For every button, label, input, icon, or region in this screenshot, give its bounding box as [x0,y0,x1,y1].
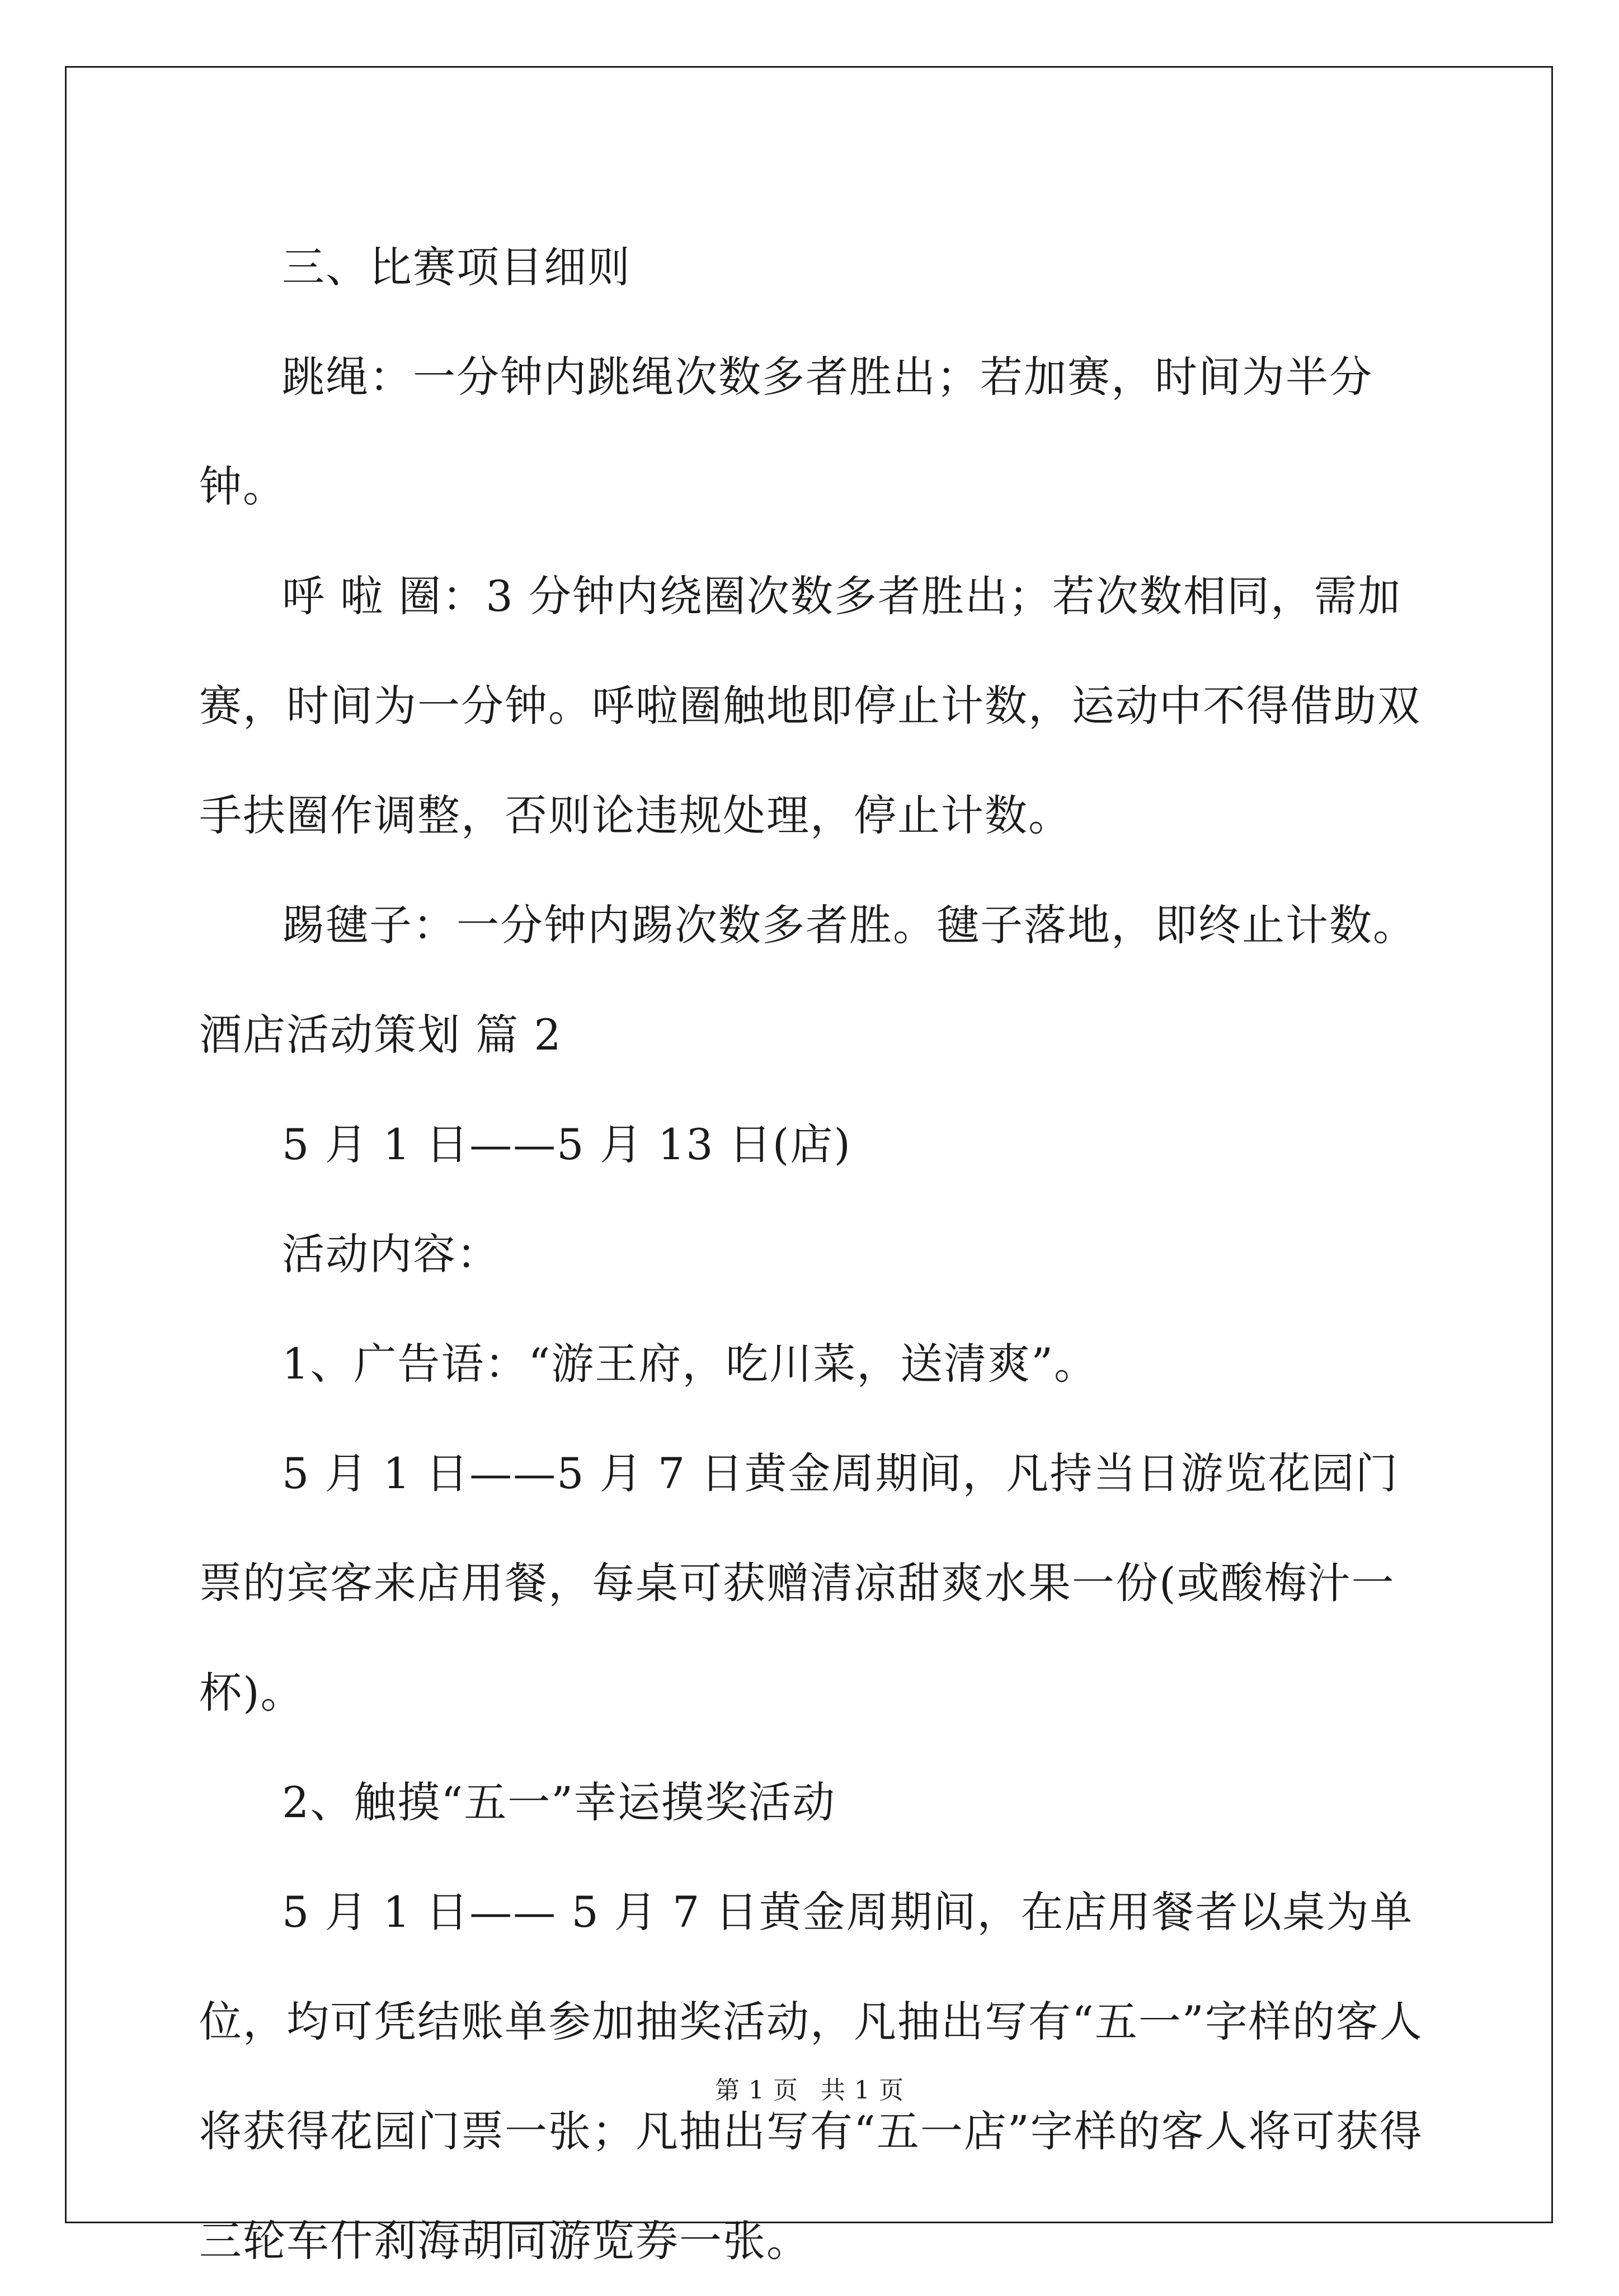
paragraph-hula-hoop: 呼 啦 圈：3 分钟内绕圈次数多者胜出；若次数相同，需加赛，时间为一分钟。呼啦圈触地即停止计数，运动中不得借助双手扶圈作调整，否则论违规处理，停止计数。 [199,571,1421,840]
paragraph-date-range: 5 月 1 日——5 月 13 日(店) [282,1119,852,1169]
page-number: 第 1 页 [715,2076,798,2105]
document-body [199,213,1424,2296]
paragraph-activity-label: 活动内容： [282,1229,500,1279]
page-footer [0,2070,1619,2106]
paragraph-slogan: 1、广告语：“游王府，吃川菜，送清爽”。 [282,1339,1098,1389]
article-title: 酒店活动策划 篇 2 [199,1010,562,1060]
section-heading: 三、比赛项目细则 [282,242,631,292]
paragraph-golden-week: 5 月 1 日——5 月 7 日黄金周期间，凡持当日游览花园门票的宾客来店用餐，每桌可获赠清凉甜爽水果一份(或酸梅汁一杯)。 [199,1448,1399,1718]
page-count: 共 1 页 [821,2076,904,2105]
paragraph-lucky-draw-details: 5 月 1 日—— 5 月 7 日黄金周期间，在店用餐者以桌为单位，均可凭结账单参加抽奖活动，凡抽出写有“五一”字样的客人将获得花园门票一张；凡抽出写有“五一店”字样的客人将可获得三轮车什刹海胡同游览券一张。 [199,1887,1423,2266]
paragraph-jump-rope: 跳绳：一分钟内跳绳次数多者胜出；若加赛，时间为半分钟。 [199,352,1373,511]
paragraph-shuttlecock: 踢毽子：一分钟内踢次数多者胜。毽子落地，即终止计数。 [282,900,1416,950]
paragraph-lucky-draw-heading: 2、触摸“五一”幸运摸奖活动 [282,1777,836,1827]
